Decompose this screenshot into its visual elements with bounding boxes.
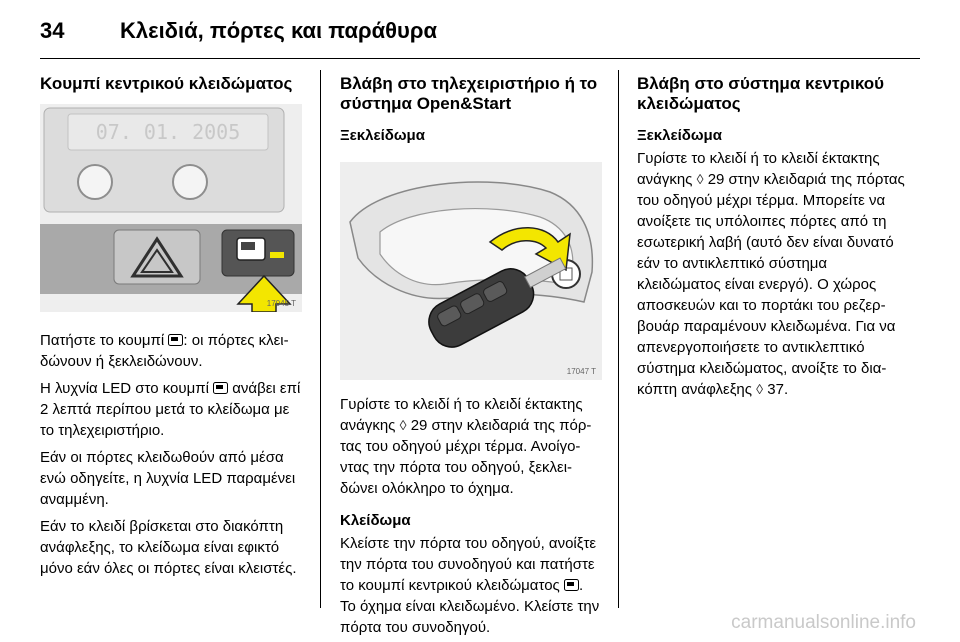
reference-arrow-icon: ◊	[399, 417, 407, 433]
lock-button-icon	[564, 576, 579, 588]
subheading-unlock: Ξεκλείδωμα	[340, 127, 425, 144]
column-remote-failure	[340, 74, 602, 638]
hazard-button-icon	[114, 230, 200, 284]
lock-button-icon	[213, 379, 228, 391]
reference-arrow-icon: ◊	[696, 171, 704, 187]
paragraph: Η λυχνία LED στο κουμπί ανάβει επί 2 λεπτά περίπου μετά το κλείδωμα με το τηλεχειριστήριο.	[40, 380, 301, 439]
subheading-lock: Κλείδωμα	[340, 512, 411, 529]
figure-id: 17047 T	[566, 367, 596, 376]
paragraph: Εάν το κλειδί βρίσκεται στο διακόπτη ανάφλεξης, το κλείδωμα είναι εφικτό μόνο εάν όλες οι πόρτες είναι κλειστές.	[40, 518, 297, 577]
subheading-unlock: Ξεκλείδωμα	[637, 127, 722, 144]
page-number: 34	[40, 18, 65, 43]
section-heading: Βλάβη στο τηλεχειριστήριο ή το σύστημα Open&Start	[340, 74, 598, 113]
section-heading: Βλάβη στο σύστημα κεντρικού κλειδώματος	[637, 74, 885, 113]
section-heading: Κουμπί κεντρικού κλειδώματος	[40, 74, 293, 93]
header-divider	[40, 58, 920, 59]
column-divider	[618, 70, 619, 608]
paragraph: Γυρίστε το κλειδί ή το κλειδί έκτακτης ανάγκης ◊ 29 στην κλειδαριά της πόρτας του οδηγού μέχρι τέρμα. Ανοίγοντας την πόρτα του οδηγού, ξεκλειδώνει ολόκληρο το όχημα.	[340, 396, 592, 497]
knob-icon	[173, 165, 207, 199]
lock-button-icon	[168, 331, 183, 343]
paragraph: Κλείστε την πόρτα του οδηγού, ανοίξτε την πόρτα του συνοδηγού και πατήστε το κουμπί κεντρικού κλειδώματος . Το όχημα είναι κλειδωμένο. Κλείστε την πόρτα του συνοδηγού.	[340, 535, 600, 636]
page-header	[0, 0, 960, 62]
paragraph: Πατήστε το κουμπί : οι πόρτες κλειδώνουν ή ξεκλειδώνουν.	[40, 332, 289, 370]
lock-button-icon	[222, 230, 294, 276]
display-readout: 07. 01. 2005	[95, 120, 241, 144]
reference-arrow-icon: ◊	[756, 381, 764, 397]
figure-key-in-door-lock	[340, 162, 602, 380]
knob-icon	[78, 165, 112, 199]
paragraph: Εάν οι πόρτες κλειδωθούν από μέσα ενώ οδηγείτε, η λυχνία LED παραμένει αναμμένη.	[40, 449, 296, 508]
column-central-locking-button	[40, 74, 302, 579]
figure-id: 17045 T	[266, 299, 296, 308]
figure-dashboard-buttons	[40, 104, 302, 312]
chapter-title: Κλειδιά, πόρτες και παράθυρα	[120, 18, 437, 43]
watermark: carmanualsonline.info	[731, 612, 916, 633]
paragraph: Γυρίστε το κλειδί ή το κλειδί έκτακτης ανάγκης ◊ 29 στην κλειδαριά της πόρτας του οδηγού μέχρι τέρμα. Μπορείτε να ανοίξετε τις υπόλοιπες πόρτες από τη εσωτερική λαβή (αυτό δεν είναι δυνατό εάν το αντικλεπτικό σύστημα κλειδώματος είναι ενεργό). Ο χώρος αποσκευών και το πορτάκι του ρεζερβουάρ παραμένουν κλειδωμένα. Για να απενεργοποιήσετε το αντικλεπτικό σύστημα κλειδώματος, ανοίξτε το διακόπτη ανάφλεξης ◊ 37.	[637, 150, 905, 398]
column-central-locking-failure	[637, 74, 907, 400]
column-divider	[320, 70, 321, 608]
